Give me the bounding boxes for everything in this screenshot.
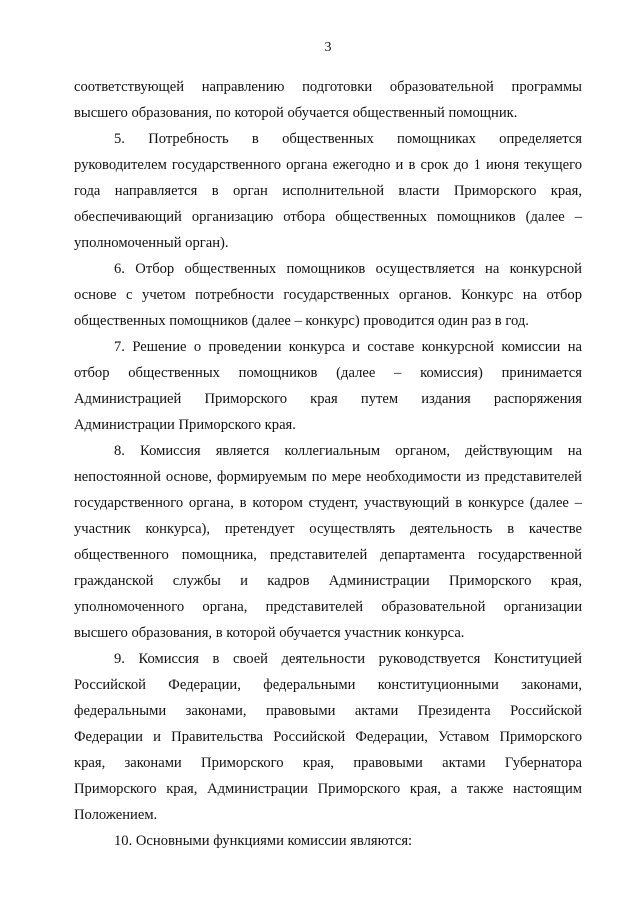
text-line: соответствующей направлению подготовки образовательной программы [74,79,582,95]
text-line: государственного органа, в котором студент, участвующий в конкурсе (далее – [74,495,582,511]
text-line: края, законами Приморского края, правовыми актами Губернатора [74,755,582,771]
paragraph-7-start: 7. Решение о проведении конкурса и составе конкурсной комиссии на [114,339,582,355]
text-line: уполномоченный орган). [74,235,229,251]
text-line: высшего образования, по которой обучается общественный помощник. [74,105,518,121]
text-line: отбор общественных помощников (далее – комиссия) принимается [74,365,582,381]
text-line: федеральными законами, правовыми актами Президента Российской [74,703,582,719]
text-line: Российской Федерации, федеральными конституционными законами, [74,677,582,693]
paragraph-5-start: 5. Потребность в общественных помощниках определяется [114,131,582,147]
text-line: основе с учетом потребности государственных органов. Конкурс на отбор [74,287,582,303]
text-line: гражданской службы и кадров Администрации Приморского края, [74,573,582,589]
paragraph-8-start: 8. Комиссия является коллегиальным органом, действующим на [114,443,582,459]
text-line: уполномоченного органа, представителей образовательной организации [74,599,582,615]
text-line: Администрацией Приморского края путем издания распоряжения [74,391,582,407]
text-line: участник конкурса), претендует осуществлять деятельность в качестве [74,521,582,537]
text-line: года направляется в орган исполнительной власти Приморского края, [74,183,582,199]
paragraph-10-start: 10. Основными функциями комиссии являются: [114,833,413,849]
text-line: высшего образования, в которой обучается участник конкурса. [74,625,465,641]
text-line: Положением. [74,807,158,823]
text-line: Приморского края, Администрации Приморского края, а также настоящим [74,781,582,797]
text-line: Администрации Приморского края. [74,417,296,433]
text-line: руководителем государственного органа ежегодно и в срок до 1 июня текущего [74,157,582,173]
paragraph-9-start: 9. Комиссия в своей деятельности руководствуется Конституцией [114,651,582,667]
page-number: 3 [324,40,332,55]
text-line: общественных помощников (далее – конкурс) проводится один раз в год. [74,313,529,329]
text-line: Федерации и Правительства Российской Федерации, Уставом Приморского [74,729,582,745]
paragraph-6-start: 6. Отбор общественных помощников осуществляется на конкурсной [114,261,582,277]
text-line: обеспечивающий организацию отбора общественных помощников (далее – [74,209,582,225]
text-line: общественного помощника, представителей департамента государственной [74,547,582,563]
text-line: непостоянной основе, формируемым по мере необходимости из представителей [74,469,582,485]
